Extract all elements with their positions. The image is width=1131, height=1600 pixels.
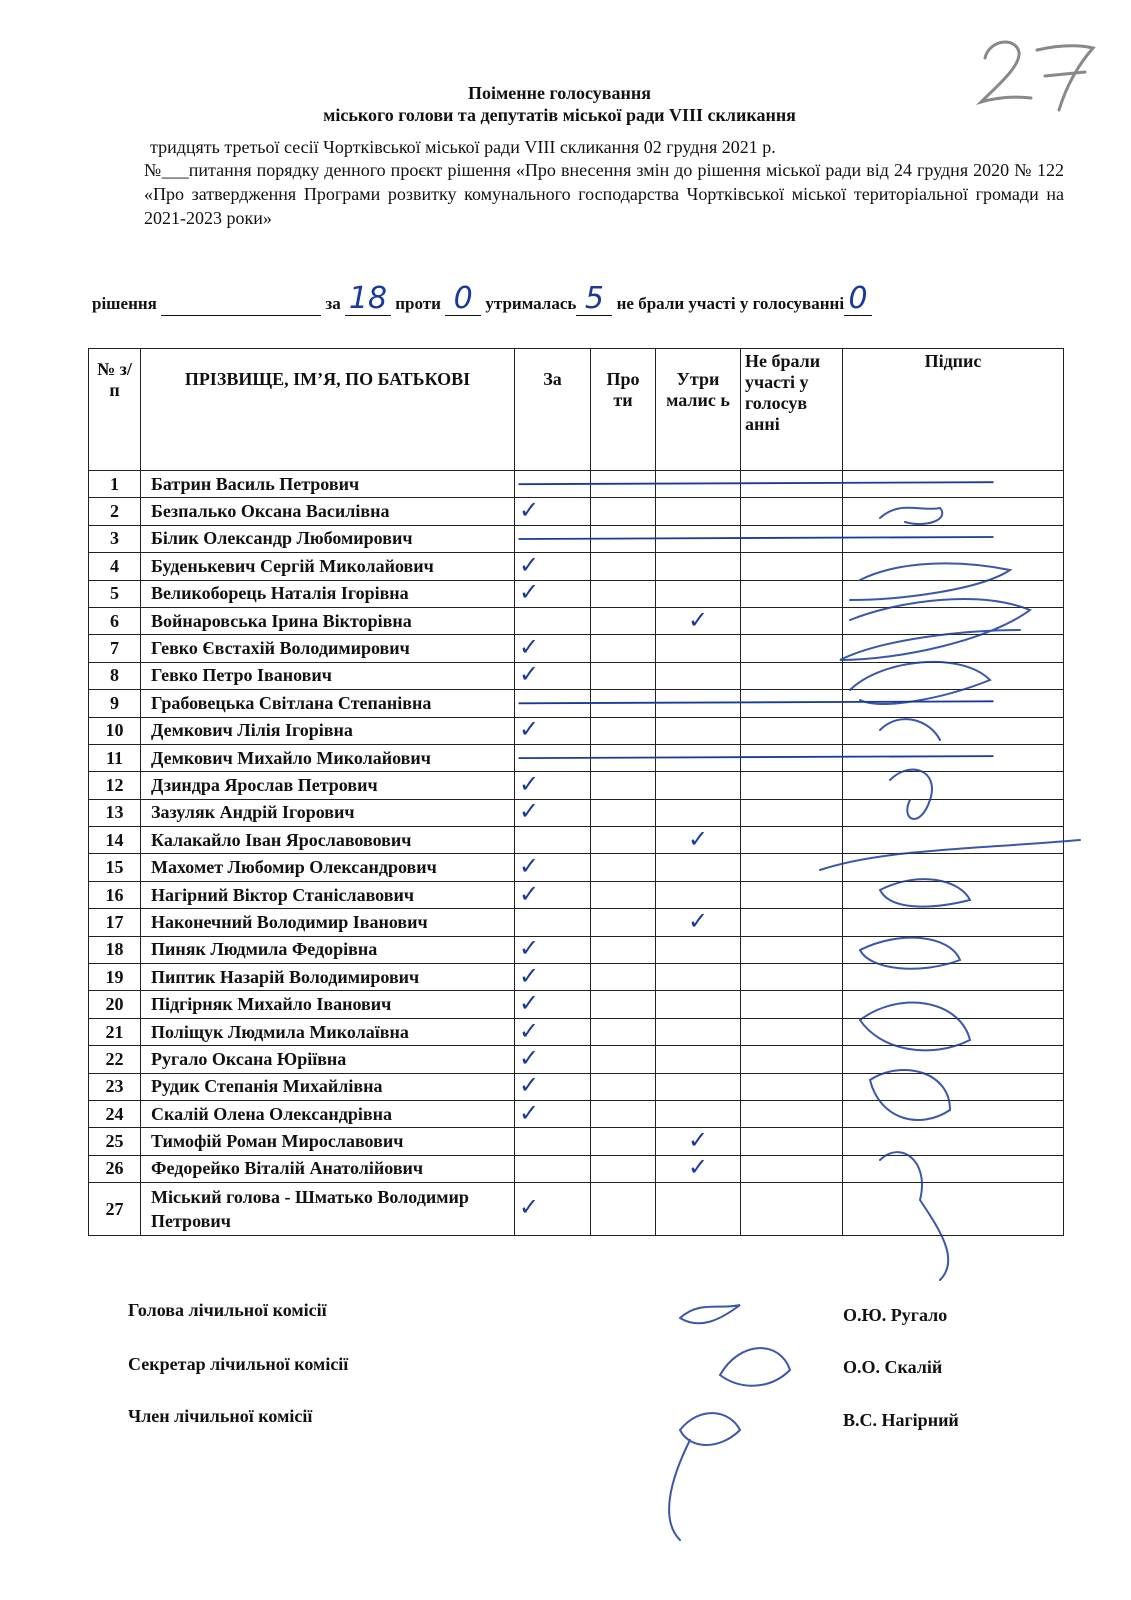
signature-cell bbox=[843, 498, 1064, 525]
vote-cell-for bbox=[515, 769, 591, 799]
deputy-name: Махомет Любомир Олександрович bbox=[141, 854, 515, 881]
row-number: 16 bbox=[89, 881, 141, 908]
vote-cell-not-voted bbox=[741, 690, 843, 717]
signature-cell bbox=[843, 1155, 1064, 1182]
table-row bbox=[89, 1183, 1064, 1236]
vote-cell-abstained bbox=[656, 635, 741, 662]
vote-cell-against bbox=[591, 553, 656, 580]
deputy-name: Гевко Євстахій Володимирович bbox=[141, 635, 515, 662]
signature-cell bbox=[843, 1128, 1064, 1155]
signature-cell bbox=[843, 991, 1064, 1018]
checkmark-icon: ✓ bbox=[519, 1098, 540, 1127]
vote-cell-for bbox=[515, 799, 591, 826]
deputy-name: Наконечний Володимир Іванович bbox=[141, 909, 515, 936]
vote-cell-not-voted bbox=[741, 1018, 843, 1045]
vote-cell-abstained bbox=[656, 1128, 741, 1155]
vote-cell-abstained bbox=[656, 580, 741, 607]
row-number: 19 bbox=[89, 964, 141, 991]
vote-cell-for bbox=[515, 717, 591, 744]
header-against: Про ти bbox=[591, 349, 656, 471]
checkmark-icon: ✓ bbox=[519, 715, 540, 744]
vote-cell-against bbox=[591, 991, 656, 1018]
header-not-voted: Не брали участі у голосув анні bbox=[741, 349, 843, 471]
signature-ink bbox=[720, 1348, 790, 1386]
row-number: 23 bbox=[89, 1073, 141, 1100]
deputy-name: Федорейко Віталій Анатолійович bbox=[141, 1155, 515, 1182]
table-row bbox=[89, 498, 1064, 525]
vote-cell-against bbox=[591, 772, 656, 799]
vote-cell-for bbox=[515, 881, 591, 908]
vote-cell-for bbox=[515, 550, 591, 580]
row-number: 18 bbox=[89, 936, 141, 963]
vote-cell-against bbox=[591, 881, 656, 908]
row-number: 12 bbox=[89, 772, 141, 799]
vote-cell-abstained bbox=[656, 1100, 741, 1127]
vote-cell-for bbox=[515, 1155, 591, 1182]
row-number: 25 bbox=[89, 1128, 141, 1155]
signature-cell bbox=[843, 635, 1064, 662]
vote-cell-against bbox=[591, 744, 656, 771]
header-num: № з/п bbox=[89, 349, 141, 471]
decision-blank bbox=[161, 295, 321, 316]
vote-cell-against bbox=[591, 580, 656, 607]
vote-cell-for bbox=[515, 827, 591, 854]
vote-cell-not-voted bbox=[741, 607, 843, 634]
table-row bbox=[89, 635, 1064, 662]
signature-ink bbox=[669, 1413, 740, 1540]
vote-cell-against bbox=[591, 1183, 656, 1236]
table-row bbox=[89, 1018, 1064, 1045]
table-row bbox=[89, 471, 1064, 498]
row-number: 21 bbox=[89, 1018, 141, 1045]
table-row bbox=[89, 854, 1064, 881]
deputy-name: Поліщук Людмила Миколаївна bbox=[141, 1018, 515, 1045]
row-number: 3 bbox=[89, 525, 141, 552]
vote-cell-abstained bbox=[656, 799, 741, 826]
vote-cell-abstained bbox=[656, 881, 741, 908]
document-subtitle: міського голови та депутатів міської ради VIII скликання bbox=[323, 105, 796, 125]
vote-cell-abstained bbox=[656, 1018, 741, 1045]
vote-cell-for bbox=[515, 525, 591, 552]
table-row bbox=[89, 881, 1064, 908]
vote-cell-not-voted bbox=[741, 1073, 843, 1100]
deputy-name: Дзиндра Ярослав Петрович bbox=[141, 772, 515, 799]
vote-cell-abstained bbox=[656, 854, 741, 881]
vote-cell-not-voted bbox=[741, 580, 843, 607]
table-row bbox=[89, 580, 1064, 607]
vote-cell-abstained bbox=[656, 1183, 741, 1236]
vote-cell-abstained bbox=[656, 991, 741, 1018]
signature-cell bbox=[843, 964, 1064, 991]
table-row bbox=[89, 607, 1064, 634]
table-row bbox=[89, 991, 1064, 1018]
vote-cell-for bbox=[515, 662, 591, 689]
decision-summary bbox=[92, 281, 1062, 316]
vote-cell-not-voted bbox=[741, 991, 843, 1018]
vote-cell-abstained bbox=[656, 936, 741, 963]
vote-cell-for bbox=[515, 1128, 591, 1155]
deputy-name: Буденькевич Сергій Миколайович bbox=[141, 553, 515, 580]
vote-cell-for bbox=[515, 961, 591, 991]
deputy-name: Рудик Степанія Михайлівна bbox=[141, 1073, 515, 1100]
vote-cell-not-voted bbox=[741, 498, 843, 525]
row-number: 22 bbox=[89, 1046, 141, 1073]
signature-cell bbox=[843, 662, 1064, 689]
deputy-name: Підгірняк Михайло Іванович bbox=[141, 991, 515, 1018]
table-row bbox=[89, 525, 1064, 552]
checkmark-icon: ✓ bbox=[687, 1126, 709, 1155]
row-number: 9 bbox=[89, 690, 141, 717]
deputy-name: Нагірний Віктор Станіславович bbox=[141, 881, 515, 908]
vote-cell-against bbox=[591, 799, 656, 826]
vote-cell-not-voted bbox=[741, 881, 843, 908]
vote-table bbox=[88, 348, 1064, 1236]
vote-cell-against bbox=[591, 1155, 656, 1182]
secretary-name: О.О. Скалій bbox=[843, 1357, 943, 1377]
row-number: 27 bbox=[89, 1183, 141, 1236]
vote-cell-against bbox=[591, 827, 656, 854]
checkmark-icon: ✓ bbox=[519, 769, 540, 798]
signature-cell bbox=[843, 881, 1064, 908]
vote-cell-for bbox=[515, 936, 591, 963]
vote-cell-not-voted bbox=[741, 1183, 843, 1236]
signature-cell bbox=[843, 1073, 1064, 1100]
vote-cell-for bbox=[515, 1018, 591, 1045]
vote-cell-abstained bbox=[656, 1073, 741, 1100]
signature-cell bbox=[843, 827, 1064, 854]
row-number: 20 bbox=[89, 991, 141, 1018]
session-line: тридцять третьої сесії Чортківської міської ради VIII скликання 02 грудня 2021 р. bbox=[150, 137, 776, 157]
signature-cell bbox=[843, 717, 1064, 744]
vote-cell-against bbox=[591, 717, 656, 744]
abstained-label: утрималась bbox=[485, 294, 577, 313]
vote-rows bbox=[89, 471, 1064, 1236]
vote-cell-not-voted bbox=[741, 799, 843, 826]
not-voted-count: 0 bbox=[848, 281, 868, 316]
vote-cell-not-voted bbox=[741, 827, 843, 854]
vote-cell-against bbox=[591, 909, 656, 936]
row-number: 11 bbox=[89, 744, 141, 771]
checkmark-icon: ✓ bbox=[519, 852, 540, 881]
checkmark-icon: ✓ bbox=[519, 1193, 540, 1222]
vote-cell-not-voted bbox=[741, 964, 843, 991]
vote-cell-not-voted bbox=[741, 772, 843, 799]
deputy-name: Батрин Василь Петрович bbox=[141, 471, 515, 498]
signature-cell bbox=[843, 854, 1064, 881]
vote-cell-abstained bbox=[656, 498, 741, 525]
vote-cell-not-voted bbox=[741, 909, 843, 936]
vote-cell-for bbox=[515, 1100, 591, 1127]
row-number: 6 bbox=[89, 607, 141, 634]
deputy-name: Безпалько Оксана Василівна bbox=[141, 498, 515, 525]
vote-cell-against bbox=[591, 690, 656, 717]
checkmark-icon: ✓ bbox=[519, 660, 540, 689]
table-row bbox=[89, 1073, 1064, 1100]
vote-cell-against bbox=[591, 635, 656, 662]
vote-cell-abstained bbox=[656, 1155, 741, 1182]
deputy-name: Демкович Михайло Миколайович bbox=[141, 744, 515, 771]
row-number: 24 bbox=[89, 1100, 141, 1127]
vote-cell-against bbox=[591, 662, 656, 689]
header-abstained: Утри малис ь bbox=[656, 349, 741, 471]
signature-cell bbox=[843, 690, 1064, 717]
vote-cell-against bbox=[591, 964, 656, 991]
signature-ink bbox=[680, 1305, 740, 1323]
vote-cell-abstained bbox=[656, 772, 741, 799]
row-number: 13 bbox=[89, 799, 141, 826]
checkmark-icon: ✓ bbox=[519, 578, 540, 607]
table-row bbox=[89, 964, 1064, 991]
signature-cell bbox=[843, 772, 1064, 799]
vote-cell-for bbox=[515, 991, 591, 1018]
for-count: 18 bbox=[348, 281, 388, 316]
deputy-name: Тимофій Роман Мирославович bbox=[141, 1128, 515, 1155]
signature-cell bbox=[843, 799, 1064, 826]
header-signature: Підпис bbox=[843, 349, 1064, 471]
deputy-name: Зазуляк Андрій Ігорович bbox=[141, 799, 515, 826]
deputy-name: Демкович Лілія Ігорівна bbox=[141, 717, 515, 744]
deputy-name: Скалій Олена Олександрівна bbox=[141, 1100, 515, 1127]
vote-cell-against bbox=[591, 1100, 656, 1127]
vote-cell-abstained bbox=[656, 690, 741, 717]
signature-cell bbox=[843, 1100, 1064, 1127]
against-label: проти bbox=[395, 294, 441, 313]
header-for: За bbox=[515, 349, 591, 471]
checkmark-icon: ✓ bbox=[519, 879, 540, 908]
checkmark-icon: ✓ bbox=[519, 989, 540, 1018]
table-row bbox=[89, 799, 1064, 826]
deputy-name: Великоборець Наталія Ігорівна bbox=[141, 580, 515, 607]
row-number: 15 bbox=[89, 854, 141, 881]
row-number: 1 bbox=[89, 471, 141, 498]
chair-label: Голова лічильної комісії bbox=[128, 1300, 327, 1320]
vote-cell-for bbox=[515, 635, 591, 662]
vote-cell-abstained bbox=[656, 553, 741, 580]
checkmark-icon: ✓ bbox=[519, 550, 540, 579]
vote-cell-abstained bbox=[656, 964, 741, 991]
checkmark-icon: ✓ bbox=[687, 605, 709, 634]
table-row bbox=[89, 1128, 1064, 1155]
row-number: 4 bbox=[89, 553, 141, 580]
abstained-count: 5 bbox=[584, 281, 604, 316]
signature-cell bbox=[843, 471, 1064, 498]
table-row bbox=[89, 1100, 1064, 1127]
checkmark-icon: ✓ bbox=[687, 906, 709, 935]
against-count: 0 bbox=[453, 281, 473, 316]
table-row bbox=[89, 662, 1064, 689]
signature-cell bbox=[843, 909, 1064, 936]
table-row bbox=[89, 553, 1064, 580]
document-title: Поіменне голосування bbox=[467, 83, 652, 103]
secretary-label: Секретар лічильної комісії bbox=[128, 1354, 349, 1374]
row-number: 5 bbox=[89, 580, 141, 607]
vote-cell-not-voted bbox=[741, 854, 843, 881]
table-row bbox=[89, 690, 1064, 717]
for-label: за bbox=[325, 294, 341, 313]
table-row bbox=[89, 909, 1064, 936]
signature-cell bbox=[843, 936, 1064, 963]
checkmark-icon: ✓ bbox=[519, 496, 540, 525]
row-number: 14 bbox=[89, 827, 141, 854]
checkmark-icon: ✓ bbox=[687, 824, 709, 853]
signature-cell bbox=[843, 607, 1064, 634]
vote-cell-against bbox=[591, 854, 656, 881]
checkmark-icon: ✓ bbox=[519, 797, 540, 826]
vote-cell-for bbox=[515, 909, 591, 936]
vote-cell-against bbox=[591, 936, 656, 963]
member-label: Член лічильної комісії bbox=[128, 1406, 313, 1426]
vote-cell-for bbox=[515, 690, 591, 717]
vote-cell-abstained bbox=[656, 906, 741, 936]
vote-cell-against bbox=[591, 498, 656, 525]
checkmark-icon: ✓ bbox=[519, 934, 540, 963]
row-number: 17 bbox=[89, 909, 141, 936]
table-row bbox=[89, 772, 1064, 799]
deputy-name: Гевко Петро Іванович bbox=[141, 662, 515, 689]
signature-cell bbox=[843, 553, 1064, 580]
deputy-name: Білик Олександр Любомирович bbox=[141, 525, 515, 552]
table-row bbox=[89, 744, 1064, 771]
vote-cell-against bbox=[591, 1128, 656, 1155]
agenda-text: №___питання порядку денного проєкт рішення «Про внесення змін до рішення міської ради від 24 грудня 2020 № 122 «Про затвердження Програми розвитку комунального господарства Чортківської міської територіальної громади на 2021-2023 роки» bbox=[144, 160, 1064, 228]
vote-cell-for bbox=[515, 854, 591, 881]
vote-cell-for bbox=[515, 607, 591, 634]
vote-cell-abstained bbox=[656, 1046, 741, 1073]
decision-label: рішення bbox=[92, 294, 157, 313]
vote-cell-against bbox=[591, 1073, 656, 1100]
row-number: 10 bbox=[89, 717, 141, 744]
deputy-name: Войнаровська Ірина Вікторівна bbox=[141, 607, 515, 634]
vote-cell-abstained bbox=[656, 662, 741, 689]
member-name: В.С. Нагірний bbox=[843, 1410, 959, 1430]
vote-cell-abstained bbox=[656, 717, 741, 744]
vote-cell-not-voted bbox=[741, 471, 843, 498]
document-header bbox=[0, 82, 1131, 126]
checkmark-icon: ✓ bbox=[519, 1043, 540, 1072]
vote-cell-for bbox=[515, 580, 591, 607]
vote-cell-not-voted bbox=[741, 662, 843, 689]
vote-cell-not-voted bbox=[741, 1046, 843, 1073]
checkmark-icon: ✓ bbox=[519, 633, 540, 662]
table-row bbox=[89, 936, 1064, 963]
table-row bbox=[89, 1155, 1064, 1182]
signature-cell bbox=[843, 1183, 1064, 1236]
vote-cell-against bbox=[591, 607, 656, 634]
deputy-name: Ругало Оксана Юріївна bbox=[141, 1046, 515, 1073]
vote-cell-not-voted bbox=[741, 635, 843, 662]
vote-cell-not-voted bbox=[741, 525, 843, 552]
vote-cell-not-voted bbox=[741, 1155, 843, 1182]
signature-cell bbox=[843, 1046, 1064, 1073]
vote-cell-against bbox=[591, 1046, 656, 1073]
vote-cell-abstained bbox=[656, 525, 741, 552]
deputy-name: Міський голова - Шматько Володимир Петрович bbox=[141, 1183, 515, 1236]
vote-cell-not-voted bbox=[741, 1128, 843, 1155]
signature-cell bbox=[843, 525, 1064, 552]
vote-cell-for bbox=[515, 744, 591, 771]
deputy-name: Грабовецька Світлана Степанівна bbox=[141, 690, 515, 717]
checkmark-icon: ✓ bbox=[519, 1016, 540, 1045]
deputy-name: Калакайло Іван Ярославовович bbox=[141, 827, 515, 854]
table-row bbox=[89, 827, 1064, 854]
signature-cell bbox=[843, 1018, 1064, 1045]
vote-cell-for bbox=[515, 1043, 591, 1073]
vote-cell-for bbox=[515, 1073, 591, 1100]
table-row bbox=[89, 717, 1064, 744]
vote-cell-not-voted bbox=[741, 717, 843, 744]
table-row bbox=[89, 1046, 1064, 1073]
vote-cell-against bbox=[591, 1018, 656, 1045]
vote-cell-abstained bbox=[656, 824, 741, 854]
vote-cell-not-voted bbox=[741, 553, 843, 580]
row-number: 2 bbox=[89, 498, 141, 525]
vote-cell-against bbox=[591, 471, 656, 498]
vote-cell-against bbox=[591, 525, 656, 552]
chair-name: О.Ю. Ругало bbox=[843, 1305, 948, 1325]
deputy-name: Пиптик Назарій Володимирович bbox=[141, 964, 515, 991]
checkmark-icon: ✓ bbox=[519, 1071, 540, 1100]
vote-cell-abstained bbox=[656, 607, 741, 634]
not-voted-label: не брали участі у голосуванні bbox=[616, 294, 845, 313]
vote-cell-not-voted bbox=[741, 744, 843, 771]
header-name: ПРІЗВИЩЕ, ІМ’Я, ПО БАТЬКОВІ bbox=[141, 349, 515, 471]
row-number: 8 bbox=[89, 662, 141, 689]
checkmark-icon: ✓ bbox=[687, 1153, 709, 1182]
deputy-name: Пиняк Людмила Федорівна bbox=[141, 936, 515, 963]
vote-cell-for bbox=[515, 1183, 591, 1236]
vote-cell-for bbox=[515, 498, 591, 525]
signature-cell bbox=[843, 744, 1064, 771]
row-number: 26 bbox=[89, 1155, 141, 1182]
vote-cell-abstained bbox=[656, 744, 741, 771]
vote-cell-for bbox=[515, 471, 591, 498]
vote-cell-abstained bbox=[656, 471, 741, 498]
vote-cell-not-voted bbox=[741, 1100, 843, 1127]
checkmark-icon: ✓ bbox=[519, 961, 540, 990]
row-number: 7 bbox=[89, 635, 141, 662]
vote-cell-not-voted bbox=[741, 936, 843, 963]
signature-cell bbox=[843, 580, 1064, 607]
